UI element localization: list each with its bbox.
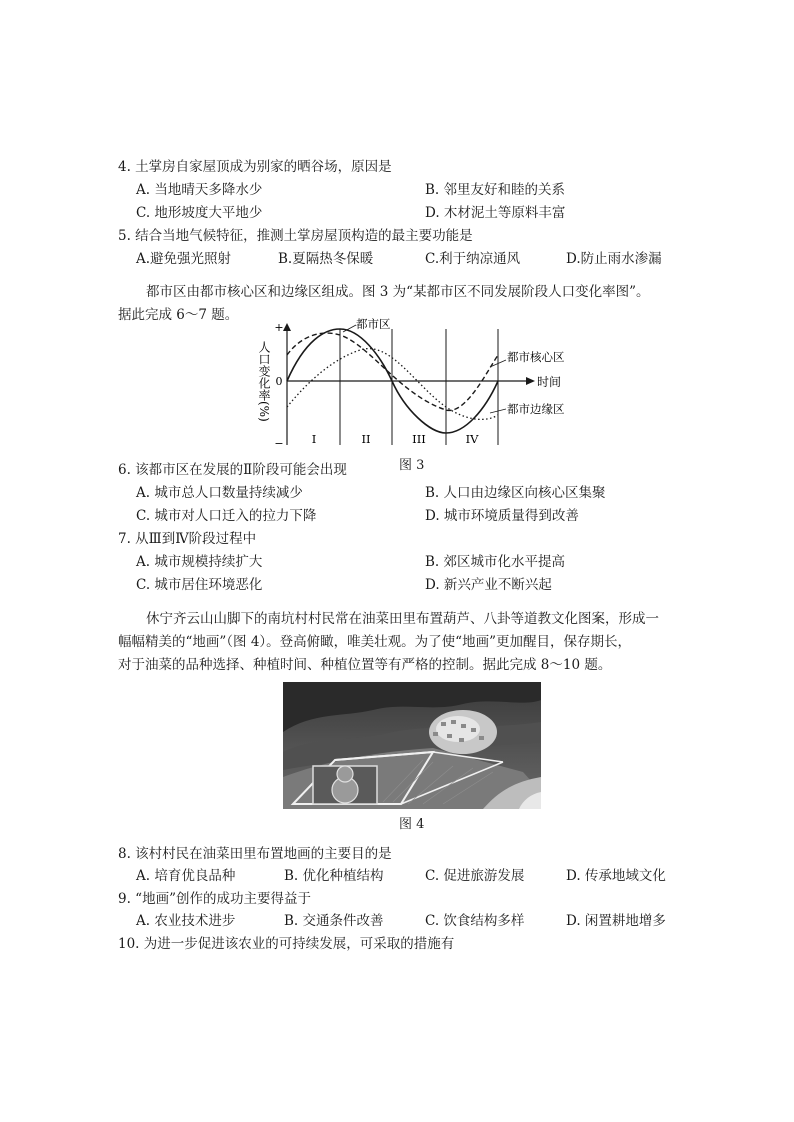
question-9-option-b: B. 交通条件改善 (284, 913, 384, 929)
passage-2-line-2: 幅幅精美的“地画”（图 4）。登高俯瞰，唯美壮观。为了使“地画”更加醒目，保存期长， (118, 634, 631, 650)
question-6-option-c: C. 城市对人口迁入的拉力下降 (136, 508, 317, 524)
question-4-option-d: D. 木材泥土等原料丰富 (425, 205, 566, 221)
stage-label-3: III (412, 432, 426, 446)
figure-4-photo (283, 682, 541, 809)
figure-3-caption: 图 3 (399, 458, 425, 473)
question-7-option-c: C. 城市居住环境恶化 (136, 577, 263, 593)
stage-label-1: I (311, 432, 317, 446)
question-5-option-d: D.防止雨水渗漏 (566, 251, 662, 267)
y-axis-arrow (283, 323, 291, 331)
question-10-stem: 10. 为进一步促进该农业的可持续发展，可采取的措施有 (118, 936, 455, 952)
question-6-option-d: D. 城市环境质量得到改善 (425, 508, 579, 524)
question-7-option-a: A. 城市规模持续扩大 (136, 554, 263, 570)
question-6-option-a: A. 城市总人口数量持续减少 (136, 485, 303, 501)
figure-3-chart (250, 315, 580, 455)
question-6-stem: 6. 该都市区在发展的Ⅱ阶段可能会出现 (118, 462, 347, 478)
stage-label-4: IV (465, 432, 479, 446)
question-5-option-a: A.避免强光照射 (136, 251, 232, 267)
question-9-option-a: A. 农业技术进步 (136, 913, 236, 929)
question-5-option-c: C.利于纳凉通风 (425, 251, 521, 267)
y-axis-plus: + (274, 321, 284, 334)
question-8-option-a: A. 培育优良品种 (136, 868, 236, 884)
question-4-stem: 4. 土掌房自家屋顶成为别家的晒谷场，原因是 (118, 159, 392, 175)
x-axis-arrow (526, 377, 535, 385)
stage-label-2: II (361, 432, 371, 446)
question-9-option-c: C. 饮食结构多样 (425, 913, 525, 929)
question-6-option-b: B. 人口由边缘区向核心区集聚 (425, 485, 606, 501)
series-label-core: 都市核心区 (507, 350, 565, 364)
question-4-option-a: A. 当地晴天多降水少 (136, 182, 263, 198)
question-7-option-b: B. 郊区城市化水平提高 (425, 554, 566, 570)
figure-4-caption: 图 4 (399, 817, 425, 832)
question-4-option-b: B. 邻里友好和睦的关系 (425, 182, 566, 198)
question-7-option-d: D. 新兴产业不断兴起 (425, 577, 552, 593)
question-5-option-b: B.夏隔热冬保暖 (278, 251, 374, 267)
question-9-option-d: D. 闲置耕地增多 (566, 913, 666, 929)
series-label-metro: 都市区 (356, 317, 391, 331)
question-8-option-d: D. 传承地域文化 (566, 868, 666, 884)
y-axis-minus: − (274, 437, 284, 450)
passage-1-line-2: 据此完成 6～7 题。 (118, 307, 239, 323)
x-axis-label: 时间 (537, 375, 562, 389)
y-axis-zero: 0 (275, 375, 283, 388)
question-7-stem: 7. 从Ⅲ到Ⅳ阶段过程中 (118, 531, 257, 547)
series-label-edge: 都市边缘区 (507, 402, 565, 416)
passage-2-line-1: 休宁齐云山山脚下的南坑村村民常在油菜田里布置葫芦、八卦等道教文化图案，形成一 (146, 611, 659, 627)
question-8-stem: 8. 该村村民在油菜田里布置地画的主要目的是 (118, 846, 392, 862)
passage-2-line-3: 对于油菜的品种选择、种植时间、种植位置等有严格的控制。据此完成 8～10 题。 (118, 657, 612, 673)
question-8-option-c: C. 促进旅游发展 (425, 868, 525, 884)
aerial-field-image (283, 682, 541, 809)
question-4-option-c: C. 地形坡度大平地少 (136, 205, 263, 221)
passage-1-line-1: 都市区由都市核心区和边缘区组成。图 3 为“某都市区不同发展阶段人口变化率图”。 (146, 284, 650, 300)
y-axis-label: 人口变化率(%) (257, 341, 271, 422)
question-5-stem: 5. 结合当地气候特征，推测土掌房屋顶构造的最主要功能是 (118, 228, 473, 244)
question-9-stem: 9. “地画”创作的成功主要得益于 (118, 891, 311, 907)
question-8-option-b: B. 优化种植结构 (284, 868, 384, 884)
